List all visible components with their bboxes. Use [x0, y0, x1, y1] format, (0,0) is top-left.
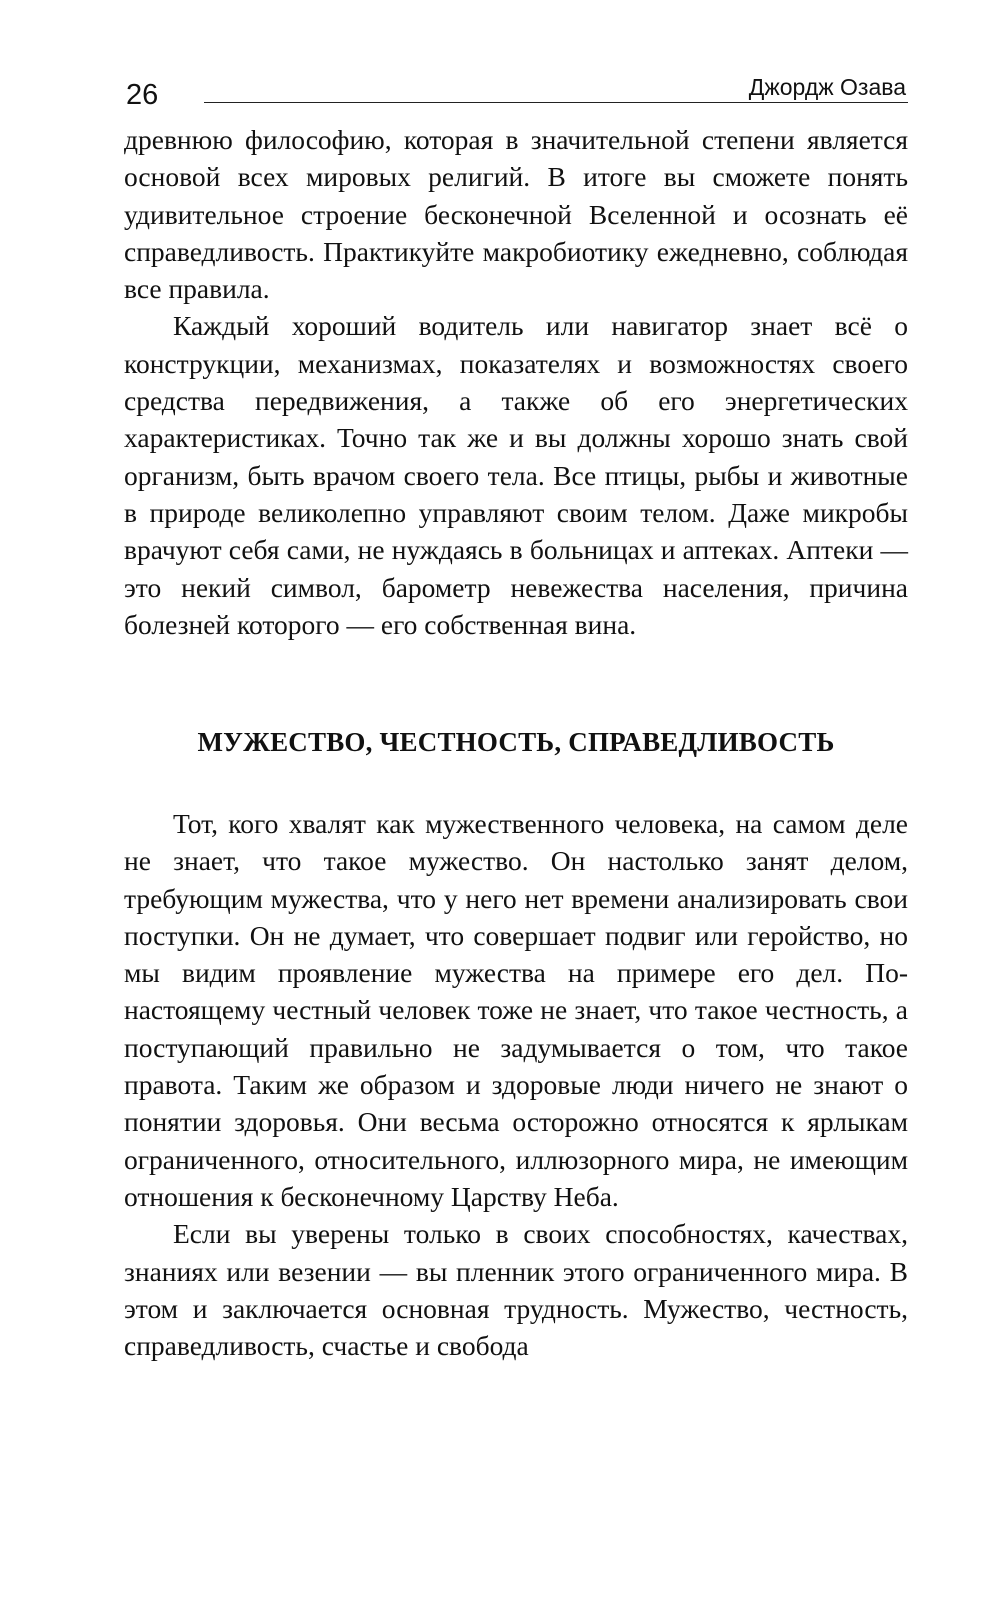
paragraph: Если вы уверены только в своих способностях, качествах, знаниях или везении — вы пленник этого ограниченного мира. В этом и заключается основная трудность. Мужество, честность, справедливость, счастье и свобода: [124, 1218, 908, 1362]
header-rule: [204, 102, 908, 103]
running-head-author: Джордж Озава: [743, 74, 906, 100]
text-block-before-heading: [124, 121, 908, 643]
paragraph: Каждый хороший водитель или навигатор знает всё о конструкции, механизмах, показателях и возможностях своего средства передвижения, а также об его энергетических характеристиках. Точно так же и вы должны хорошо знать свой организм, быть врачом своего тела. Все птицы, рыбы и животные в природе великолепно управляют своим телом. Даже микробы врачуют себя сами, не нуждаясь в больницах и аптеках. Аптеки — это некий символ, барометр невежества населения, причина болезней которого — его собственная вина.: [124, 310, 908, 640]
page-header: [124, 74, 908, 114]
page-number: 26: [126, 79, 159, 111]
text-block-after-heading: [124, 805, 908, 1364]
paragraph-continuation: древнюю философию, которая в значительной степени является основой всех мировых религий. В итоге вы сможете понять удивительное строение бесконечной Вселенной и осознать её справедливость. Практикуйте макробиотику ежедневно, соблюдая все правила.: [124, 124, 908, 305]
section-heading: МУЖЕСТВО, ЧЕСТНОСТЬ, СПРАВЕДЛИВОСТЬ: [197, 727, 835, 757]
paragraph: Тот, кого хвалят как мужественного человека, на самом деле не знает, что такое мужество. Он настолько занят делом, требующим мужества, что у него нет времени анализировать свои поступки. Он не думает, что совершает подвиг или геройство, но мы видим проявление мужества на примере его дел. По-настоящему честный человек тоже не знает, что такое честность, а поступающий правильно не задумывается о том, что такое правота. Таким же образом и здоровые люди ничего не знают о понятии здоровья. Они весьма осторожно относятся к ярлыкам ограниченного, относительного, иллюзорного мира, не имеющим отношения к бесконечному Царству Неба.: [124, 808, 908, 1212]
